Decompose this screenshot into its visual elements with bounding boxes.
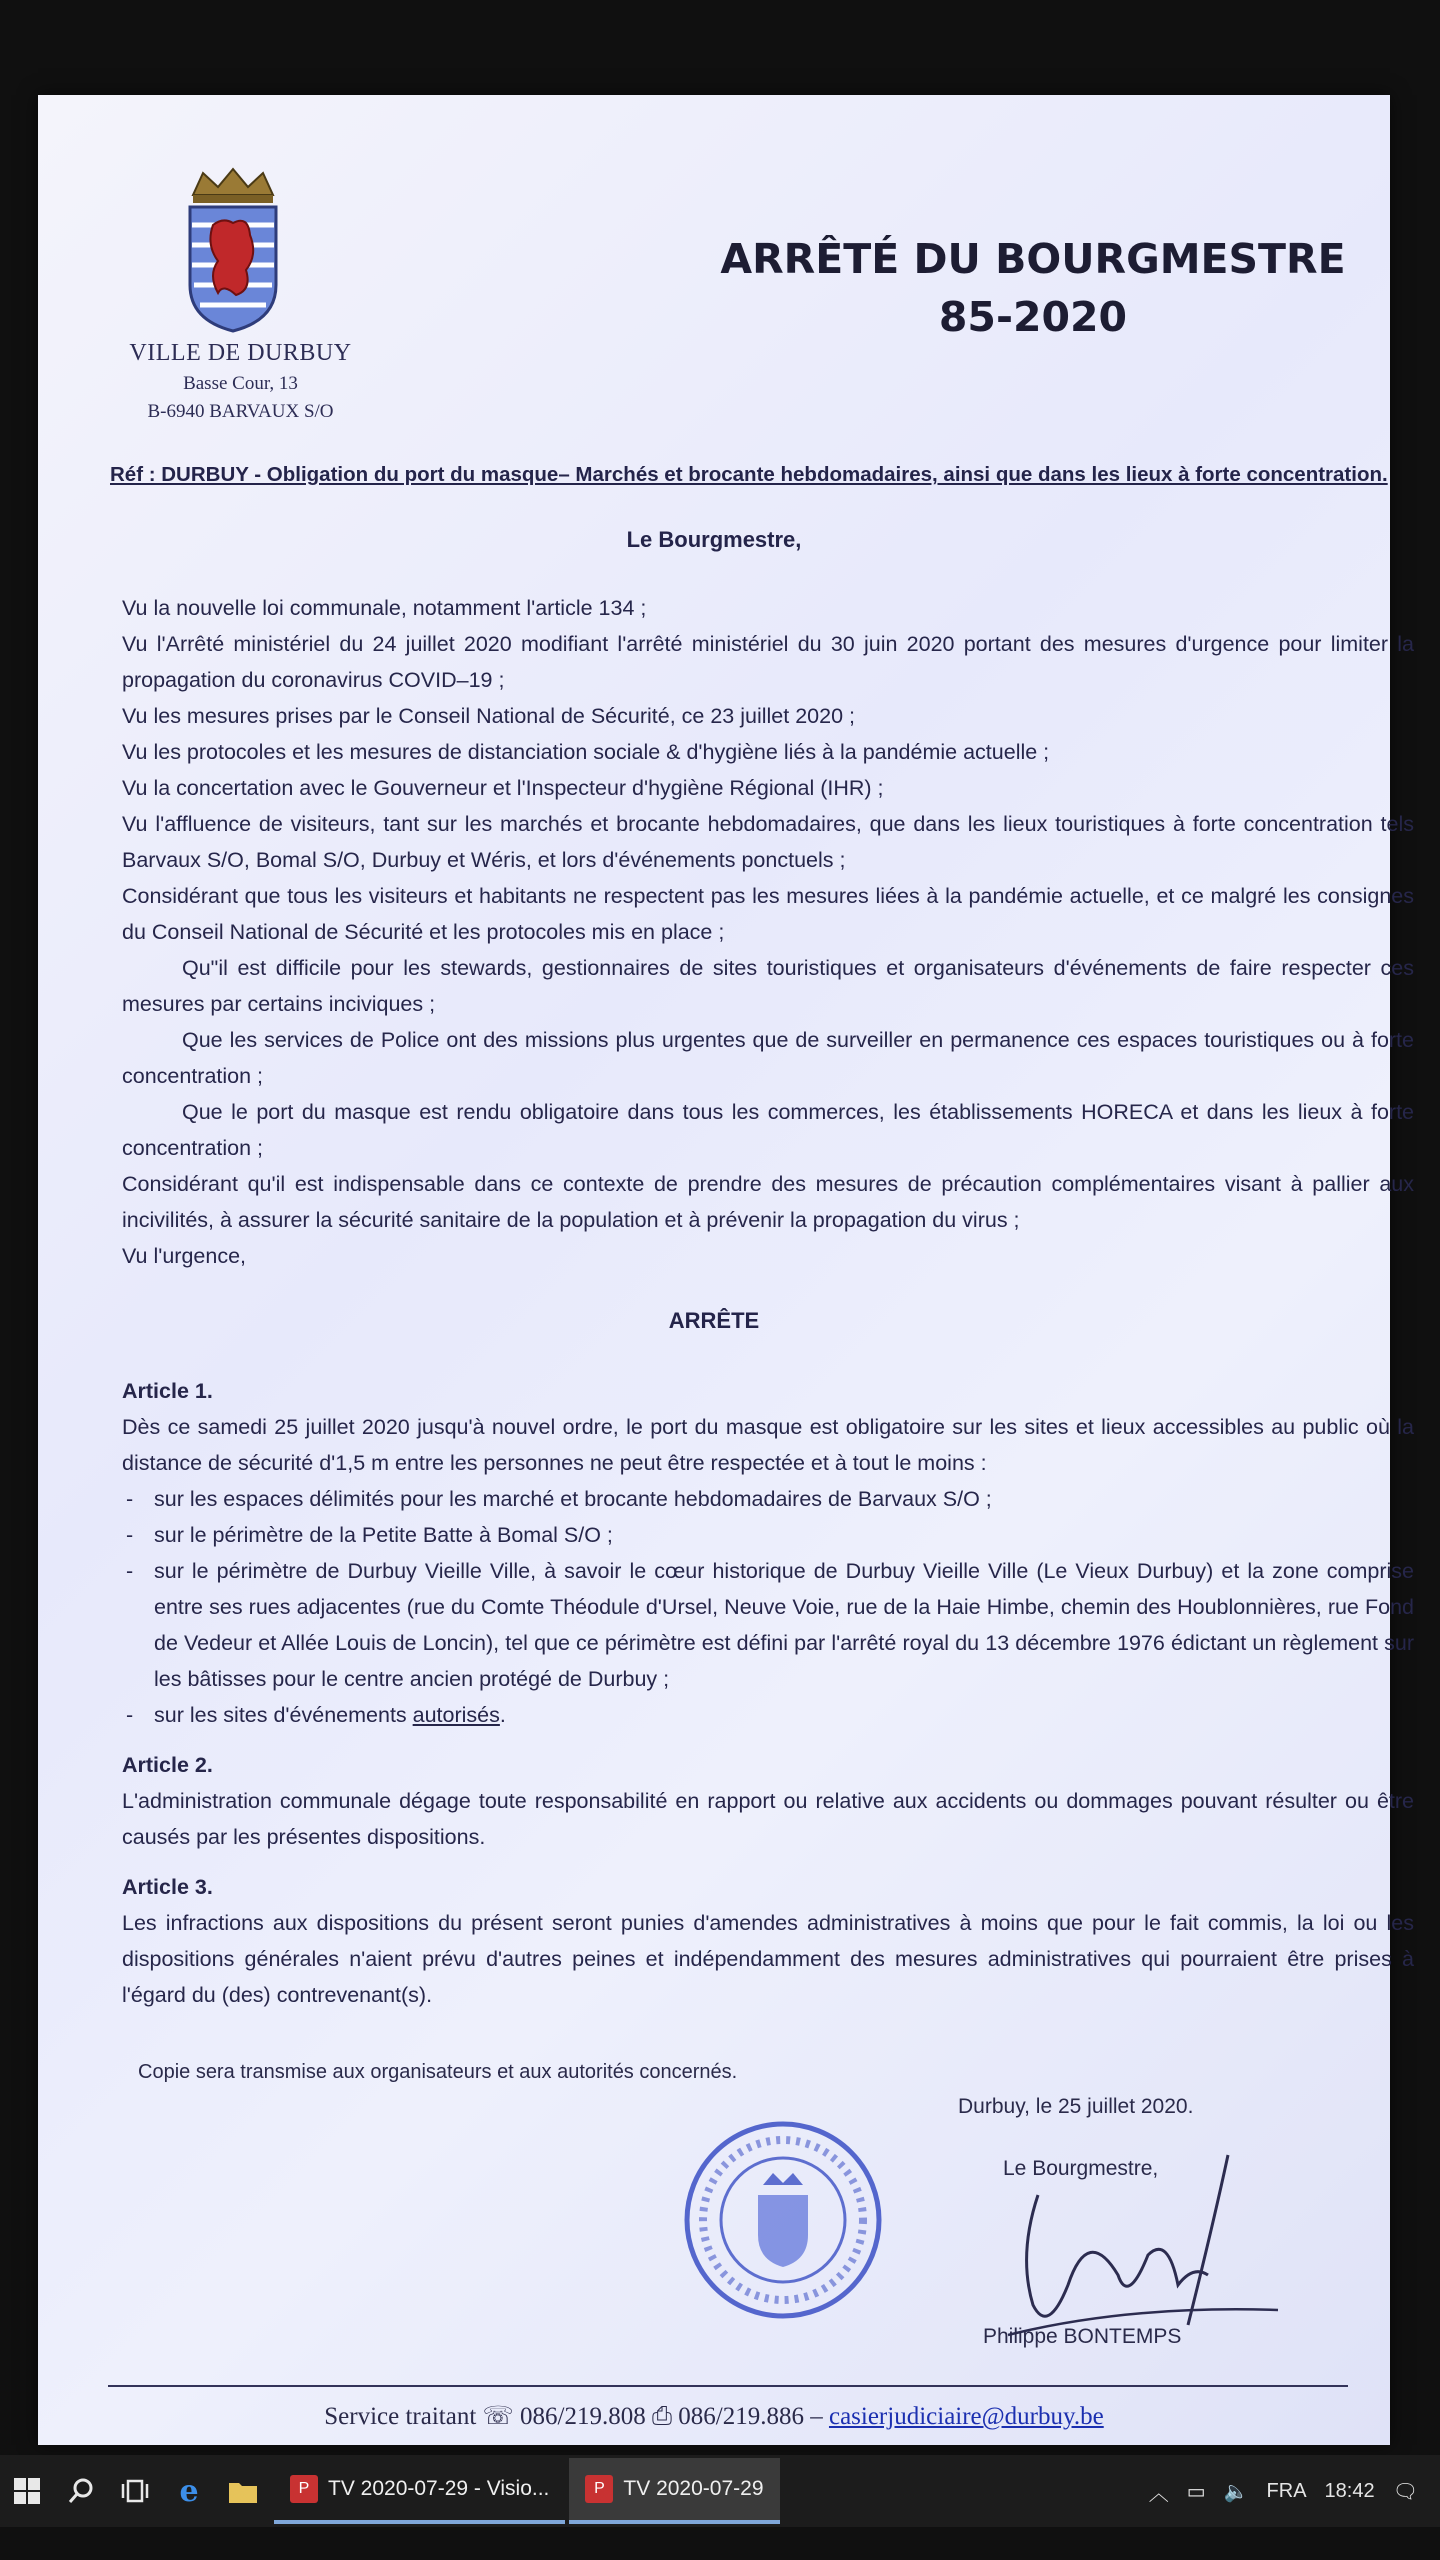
consideration: Vu la concertation avec le Gouverneur et l'Inspecteur d'hygiène Régional (IHR) ; xyxy=(122,776,884,800)
consideration: Vu l'urgence, xyxy=(122,1244,247,1268)
email-link[interactable]: casierjudiciaire@durbuy.be xyxy=(828,2403,1104,2430)
article1-item xyxy=(122,1697,1414,1733)
article1-heading: Article 1. xyxy=(122,1379,213,1403)
decree-heading: ARRÊTE xyxy=(668,1308,760,1333)
taskbar-app[interactable] xyxy=(569,2458,779,2524)
task-view-icon[interactable] xyxy=(108,2455,162,2527)
consideration: Considérant que tous les visiteurs et habitants ne respectent pas les mesures liées à la pandémie actuelle, et ce malgré les consignes du Conseil National de Sécurité et les protocoles mis en place ; xyxy=(122,884,1414,944)
search-icon[interactable] xyxy=(54,2455,108,2527)
consideration: Vu les mesures prises par le Conseil National de Sécurité, ce 23 juillet 2020 ; xyxy=(122,704,855,728)
article3-text: Les infractions aux dispositions du présent seront punies d'amendes administratives à moins que pour le fait commis, la loi ou les dispositions générales n'aient prévu d'autres peines et indépendamment des mesures administratives qui pourraient être prises à l'égard du (des) contrevenant(s). xyxy=(122,1911,1414,2007)
considerations xyxy=(122,590,1414,1274)
footer-phone: 086/219.808 xyxy=(520,2403,646,2430)
edge-icon[interactable]: e xyxy=(179,2473,199,2509)
item-suffix: . xyxy=(499,1703,506,1727)
taskbar-app[interactable] xyxy=(274,2458,565,2524)
network-icon[interactable]: ▭ xyxy=(1186,2480,1206,2503)
consideration: Vu la nouvelle loi communale, notamment l'article 134 ; xyxy=(122,596,647,620)
mayor-title: Le Bourgmestre, xyxy=(1003,2157,1159,2180)
system-tray xyxy=(1149,2477,1440,2506)
language-indicator[interactable]: FRA xyxy=(1266,2479,1307,2502)
footer-rule xyxy=(108,2385,1348,2387)
fax-icon: ⎙ xyxy=(652,2403,673,2430)
article1-item: - sur les espaces délimités pour les marché et brocante hebdomadaires de Barvaux S/O ; xyxy=(122,1481,1414,1517)
item-underlined: autorisés xyxy=(412,1703,500,1727)
item-text: sur les sites d'événements xyxy=(154,1703,413,1727)
article2-heading: Article 2. xyxy=(122,1753,213,1777)
place-date: Durbuy, le 25 juillet 2020. xyxy=(958,2095,1194,2118)
document-title xyxy=(678,230,1388,346)
phone-icon: ☏ xyxy=(482,2403,514,2430)
footer-separator: – xyxy=(810,2403,823,2430)
notification-icon[interactable]: 🗨 xyxy=(1392,2480,1418,2503)
windows-start-icon[interactable] xyxy=(0,2455,54,2527)
consideration: Que le port du masque est rendu obligatoire dans tous les commerces, les établissements HORECA et dans les lieux à forte concentration ; xyxy=(122,1100,1414,1160)
article2-text: L'administration communale dégage toute responsabilité en rapport ou relative aux accidents ou dommages pouvant résulter ou être causés par les présentes dispositions. xyxy=(122,1789,1414,1849)
address-street: Basse Cour, 13 xyxy=(183,373,298,394)
coat-of-arms-icon xyxy=(178,165,288,335)
consideration: Vu l'Arrêté ministériel du 24 juillet 2020 modifiant l'arrêté ministériel du 30 juin 2020 portant des mesures d'urgence pour limiter la propagation du coronavirus COVID–19 ; xyxy=(122,632,1414,692)
app-icon: P xyxy=(290,2475,318,2503)
app-icon: P xyxy=(585,2475,613,2503)
taskbar-app-label: TV 2020-07-29 - Visio... xyxy=(328,2477,550,2500)
article3-heading: Article 3. xyxy=(122,1875,213,1899)
title-number: 85-2020 xyxy=(938,293,1128,341)
official-stamp-icon xyxy=(678,2115,888,2325)
article1-item: - sur le périmètre de Durbuy Vieille Ville, à savoir le cœur historique de Durbuy Vieille Ville (Le Vieux Durbuy) et la zone comprise entre ses rues adjacentes (rue du Comte Théodule d'Ursel, Neuve Voie, rue de la Haie Himbe, chemin des Houblonnières, rue Fond de Vedeur et Allée Louis de Loncin), tel que ce périmètre est défini par l'arrêté royal du 13 décembre 1976 édictant un règlement sur les bâtisses pour le centre ancien protégé de Durbuy ; xyxy=(122,1553,1414,1697)
clock[interactable]: 18:42 xyxy=(1324,2479,1375,2502)
reference-line: Réf : DURBUY - Obligation du port du masque– Marchés et brocante hebdomadaires, ainsi que dans les lieux à forte concentration. xyxy=(110,463,1388,486)
consideration: Que les services de Police ont des missions plus urgentes que de surveiller en permanence ces espaces touristiques ou à forte concentration ; xyxy=(122,1028,1414,1088)
address-city: B-6940 BARVAUX S/O xyxy=(147,401,334,422)
consideration: Considérant qu'il est indispensable dans ce contexte de prendre des mesures de précaution complémentaires visant à pallier aux incivilités, à assurer la sécurité sanitaire de la population et à prévenir la propagation du virus ; xyxy=(122,1172,1414,1232)
windows-taskbar xyxy=(0,2455,1440,2527)
footer xyxy=(38,2401,1390,2431)
footer-fax: 086/219.886 xyxy=(678,2403,804,2430)
salutation: Le Bourgmestre, xyxy=(626,527,802,552)
consideration: Vu les protocoles et les mesures de distanciation sociale & d'hygiène liés à la pandémie actuelle ; xyxy=(122,740,1050,764)
articles xyxy=(122,1373,1414,2013)
article1-item: - sur le périmètre de la Petite Batte à Bomal S/O ; xyxy=(122,1517,1414,1553)
document-page xyxy=(38,95,1414,2445)
file-explorer-icon[interactable] xyxy=(216,2455,270,2527)
taskbar-app-label: TV 2020-07-29 xyxy=(623,2477,764,2500)
volume-icon[interactable]: 🔈 xyxy=(1223,2480,1249,2503)
chevron-up-icon[interactable]: ︿ xyxy=(1148,2482,1169,2505)
consideration: Qu"il est difficile pour les stewards, gestionnaires de sites touristiques et organisateurs d'événements de faire respecter ces mesures par certains inciviques ; xyxy=(122,956,1414,1016)
footer-label: Service traitant xyxy=(324,2403,477,2430)
mayor-name: Philippe BONTEMPS xyxy=(983,2325,1182,2348)
commune-block xyxy=(98,340,383,423)
consideration: Vu l'affluence de visiteurs, tant sur les marchés et brocante hebdomadaires, que dans les lieux touristiques à forte concentration tels Barvaux S/O, Bomal S/O, Durbuy et Wéris, et lors d'événements ponctuels ; xyxy=(122,812,1414,872)
commune-name: VILLE DE DURBUY xyxy=(129,340,352,366)
article1-intro: Dès ce samedi 25 juillet 2020 jusqu'à nouvel ordre, le port du masque est obligatoire sur les sites et lieux accessibles au public où la distance de sécurité d'1,5 m entre les personnes ne peut être respectée et à tout le moins : xyxy=(122,1415,1414,1475)
title-line1: ARRÊTÉ DU BOURGMESTRE xyxy=(720,235,1346,283)
copy-note: Copie sera transmise aux organisateurs et aux autorités concernés. xyxy=(138,2061,738,2083)
